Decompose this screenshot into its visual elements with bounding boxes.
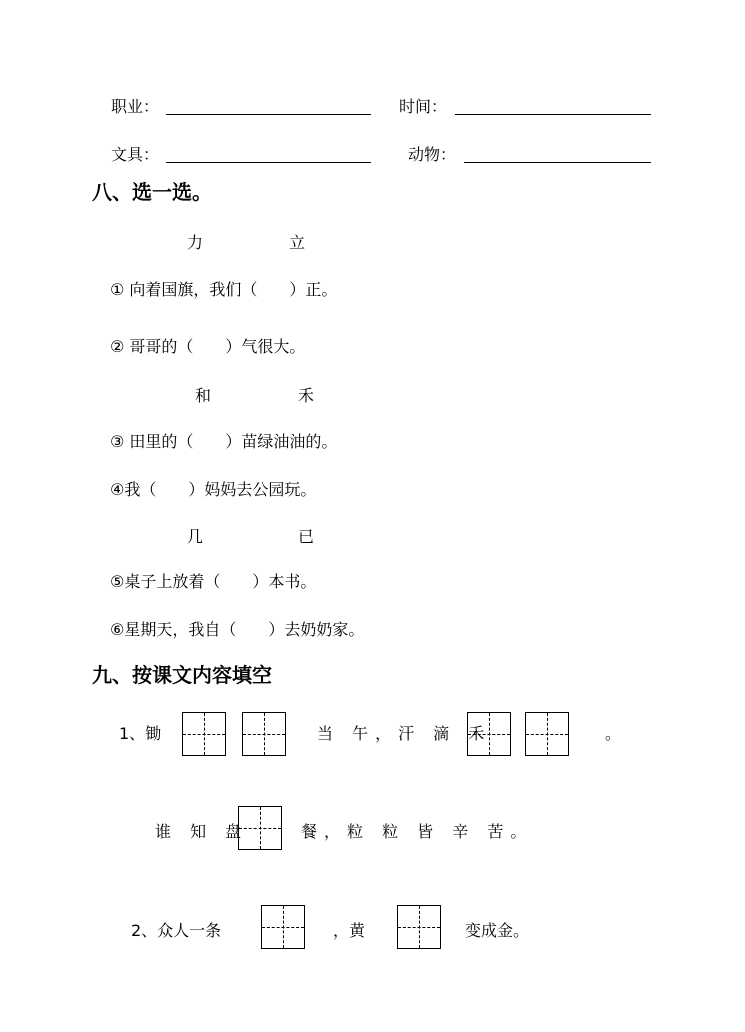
question-4: ④我（ ）妈妈去公园玩。 — [110, 480, 317, 499]
tianzige-box[interactable] — [182, 712, 226, 756]
question-6: ⑥星期天，我自（ ）去奶奶家。 — [110, 620, 365, 639]
field-label-animal: 动物： — [408, 145, 457, 164]
tianzige-box[interactable] — [397, 905, 441, 949]
question-3: ③ 田里的（ ）苗绿油油的。 — [110, 432, 338, 451]
choice-a: 几 — [187, 527, 204, 546]
field-label-stationery: 文具： — [111, 145, 160, 164]
choice-b: 禾 — [298, 386, 315, 405]
line-3-prefix: 2、众人一条 — [131, 921, 222, 940]
choice-a: 力 — [187, 233, 204, 252]
tianzige-box[interactable] — [238, 806, 282, 850]
choice-b: 已 — [298, 527, 315, 546]
poem-line-2-suffix: 餐，粒 粒 皆 辛 苦。 — [301, 822, 534, 841]
tianzige-box[interactable] — [261, 905, 305, 949]
question-5: ⑤桌子上放着（ ）本书。 — [110, 572, 317, 591]
poem-line-1-middle: 当 午，汗 滴 禾 — [317, 724, 492, 743]
question-2: ② 哥哥的（ ）气很大。 — [110, 337, 306, 356]
answer-line-occupation[interactable] — [166, 114, 371, 115]
line-3-suffix: 变成金。 — [465, 921, 530, 940]
question-1: ① 向着国旗，我们（ ）正。 — [110, 280, 338, 299]
choice-b: 立 — [289, 233, 306, 252]
tianzige-box[interactable] — [467, 712, 511, 756]
line-3-middle: ，黄 — [333, 921, 366, 940]
section-8-title: 八、选一选。 — [92, 180, 212, 204]
answer-line-stationery[interactable] — [166, 162, 371, 163]
poem-line-2-prefix: 谁 知 盘 — [155, 822, 249, 841]
field-label-time: 时间： — [399, 97, 448, 116]
tianzige-box[interactable] — [525, 712, 569, 756]
section-9-title: 九、按课文内容填空 — [92, 663, 272, 687]
poem-line-1-suffix: 。 — [605, 724, 622, 743]
poem-line-1-prefix: 1、锄 — [119, 724, 162, 743]
tianzige-box[interactable] — [242, 712, 286, 756]
choice-a: 和 — [195, 386, 212, 405]
field-label-occupation: 职业： — [111, 97, 160, 116]
answer-line-animal[interactable] — [464, 162, 651, 163]
answer-line-time[interactable] — [455, 114, 651, 115]
